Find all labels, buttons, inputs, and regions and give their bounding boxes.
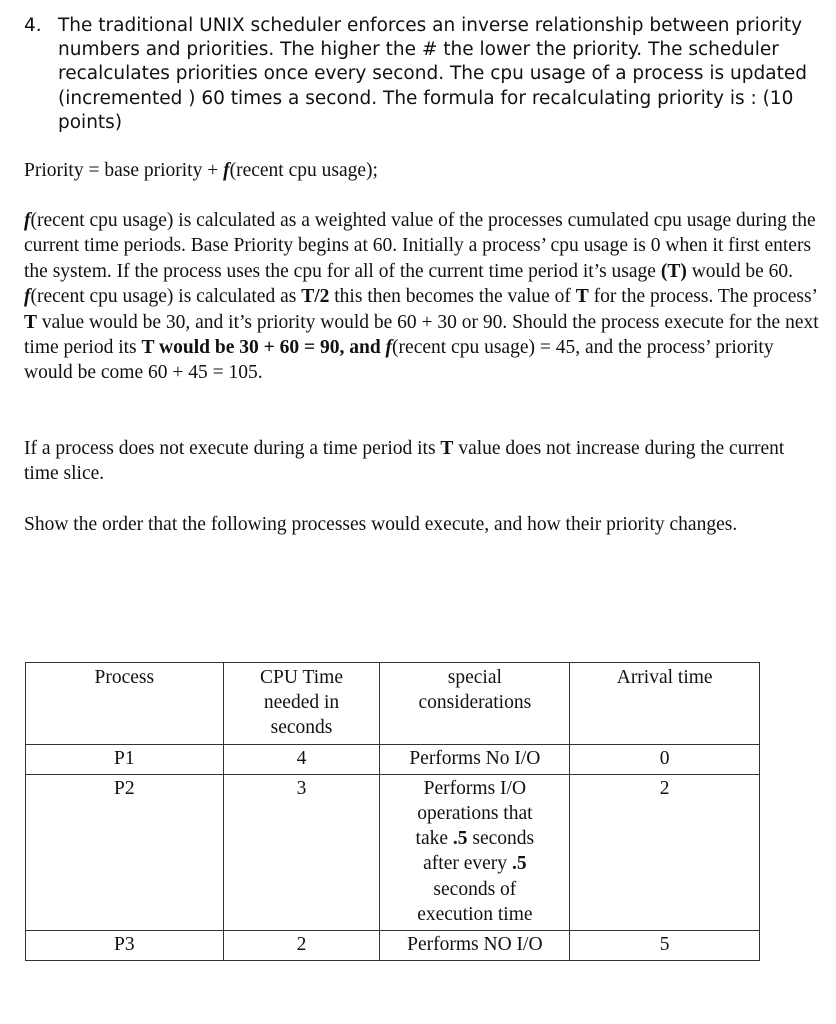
question-4 [24,14,814,135]
text-run: would be 60. [686,260,793,282]
cell-special: Performs No I/O [380,744,570,774]
cell-cpu: 4 [223,744,380,774]
text-run: (recent cpu usage) is calculated as a weighted value of the processes cumulated cpu usage during the current time periods. Base Priority begins at 60. Initially a process’ cpu usage is 0 when it first enters the system. If the process uses the cpu for all of the current time period it’s usage [24,210,816,282]
special-text [400,776,550,927]
priority-formula [24,158,819,183]
header-cpu-line: needed in [263,692,340,714]
text-run: for the process. The process’ [588,286,817,308]
cell-special [380,774,570,930]
explanation-paragraph [24,208,819,386]
instruction-paragraph: Show the order that the following processes would execute, and how their priority changes. [24,514,738,535]
bold-run: T [24,311,38,333]
bold-run: .5 [511,853,527,875]
header-process [26,663,224,745]
header-special-line: considerations [418,692,532,714]
bold-run: .5 [452,828,468,850]
text-run: (recent cpu usage) is calculated as [30,286,302,308]
text-run: seconds after every [423,828,535,875]
text-run: this then becomes the value of [329,286,576,308]
header-cpu-line: CPU Time [260,667,343,688]
text-run: If a process does not execute during a time period its [24,438,441,459]
table-row [26,774,760,930]
bold-run: T would be 30 + 60 = 90, and [141,337,386,359]
header-arrival-label: Arrival time [616,667,713,688]
header-process-label: Process [94,667,155,688]
table-row [26,744,760,774]
no-execution-paragraph [24,436,819,487]
f-symbol: f [24,286,31,308]
f-symbol: f [24,210,31,231]
bold-run: T [440,438,454,459]
question-text: The traditional UNIX scheduler enforces an inverse relationship between priority numbers and priorities. The higher the # the lower the priority. The scheduler recalculates priorities once every second. The cpu usage of a process is updated (incremented ) 60 times a second. The formula for recalculating priority is : (10 points) [58,15,807,133]
text-run: seconds of execution time [417,878,533,925]
formula-lhs: Priority = base priority + [24,160,224,181]
f-symbol: f [385,337,393,359]
header-special-line: special [447,667,502,688]
text-run: (recent cpu usage) = 45, and the process’ priority would be come 60 + 45 = 105. [24,337,774,384]
process-table [25,662,760,961]
table-row [26,931,760,961]
cell-process: P3 [26,931,224,961]
table-header-row [26,663,760,745]
bold-run: T [575,286,589,308]
text-run: value would be 30, and it’s priority would be 60 + 30 or 90. Should the process execute for the next time period its [24,311,819,359]
cell-special: Performs NO I/O [380,931,570,961]
question-number: 4. [24,15,42,36]
cell-process: P2 [26,774,224,930]
header-special [380,663,570,745]
bold-run: (T) [660,260,687,282]
cell-arrival: 2 [570,774,760,930]
cell-arrival: 0 [570,744,760,774]
header-cpu-time [223,663,380,745]
header-arrival [570,663,760,745]
formula-f: f [223,160,230,181]
cell-process: P1 [26,744,224,774]
text-run: value does not increase during the current time slice. [24,438,785,485]
header-cpu-line: seconds [270,717,333,739]
cell-cpu: 2 [223,931,380,961]
cell-arrival: 5 [570,931,760,961]
bold-run: T/2 [301,286,330,308]
text-run: Performs I/O operations that take [415,777,533,850]
cell-cpu: 3 [223,774,380,930]
formula-rhs: (recent cpu usage); [229,160,378,181]
